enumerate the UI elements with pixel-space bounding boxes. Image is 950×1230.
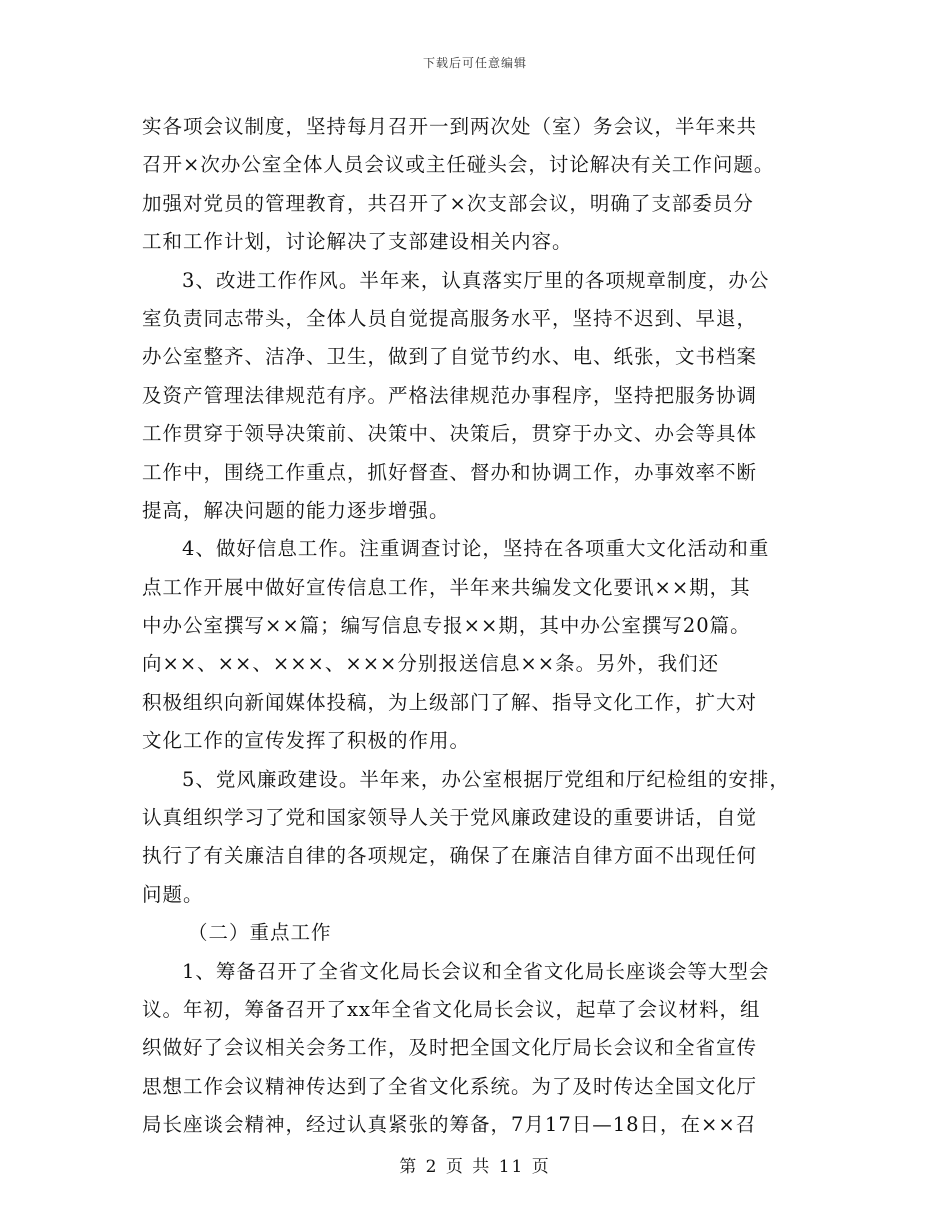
text-line: 认真组织学习了党和国家领导人关于党风廉政建设的重要讲话，自觉 [142, 806, 758, 830]
text-line: 及资产管理法律规范有序。严格法律规范办事程序，坚持把服务协调 [142, 383, 758, 407]
text-line: 点工作开展中做好宣传信息工作，半年来共编发文化要讯××期，其 [142, 575, 751, 599]
text-line: 室负责同志带头，全体人员自觉提高服务水平，坚持不迟到、早退， [142, 306, 758, 330]
paragraph-start-line: 3、改进工作作风。半年来，认真落实厅里的各项规章制度，办公 [182, 268, 770, 292]
text-line: 工作贯穿于领导决策前、决策中、决策后，贯穿于办文、办会等具体 [142, 422, 758, 446]
text-line: 提高，解决问题的能力逐步增强。 [142, 498, 450, 522]
text-line: 织做好了会议相关会务工作，及时把全国文化厅局长会议和全省宣传 [142, 1036, 758, 1060]
text-line: 文化工作的宣传发挥了积极的作用。 [142, 729, 471, 753]
text-line: 实各项会议制度，坚持每月召开一到两次处（室）务会议，半年来共 [142, 115, 758, 138]
paragraph-start-line: 1、筹备召开了全省文化局长会议和全省文化局长座谈会等大型会 [182, 959, 770, 983]
document-body [142, 108, 826, 1145]
text-line: 召开×次办公室全体人员会议或主任碰头会，讨论解决有关工作问题。 [142, 153, 775, 177]
section-heading: （二）重点工作 [188, 921, 332, 945]
text-line: 向××、××、×××、×××分别报送信息××条。另外，我们还 [142, 652, 720, 676]
page-number: 第 2 页 共 11 页 [399, 1157, 551, 1177]
header-note: 下载后可任意编辑 [422, 56, 527, 70]
text-line: 中办公室撰写××篇；编写信息专报××期，其中办公室撰写20篇。 [142, 614, 751, 638]
text-line: 执行了有关廉洁自律的各项规定，确保了在廉洁自律方面不出现任何 [142, 844, 758, 868]
text-line: 工和工作计划，讨论解决了支部建设相关内容。 [142, 230, 573, 254]
text-line: 加强对党员的管理教育，共召开了×次支部会议，明确了支部委员分 [142, 191, 754, 215]
paragraph-start-line: 4、做好信息工作。注重调查讨论，坚持在各项重大文化活动和重 [182, 537, 770, 561]
text-line: 工作中，围绕工作重点，抓好督查、督办和协调工作，办事效率不断 [142, 460, 758, 484]
paragraph-start-line: 5、党风廉政建设。半年来，办公室根据厅党组和厅纪检组的安排， [182, 767, 790, 791]
text-line: 局长座谈会精神，经过认真紧张的筹备，7月17日—18日，在××召 [142, 1113, 757, 1137]
text-line: 办公室整齐、洁净、卫生，做到了自觉节约水、电、纸张，文书档案 [142, 345, 758, 369]
text-line: 问题。 [142, 882, 204, 906]
text-line: 议。年初，筹备召开了xx年全省文化局长会议，起草了会议材料，组 [142, 997, 761, 1021]
text-line: 思想工作会议精神传达到了全省文化系统。为了及时传达全国文化厅 [142, 1074, 758, 1098]
text-line: 积极组织向新闻媒体投稿，为上级部门了解、指导文化工作，扩大对 [142, 690, 758, 714]
